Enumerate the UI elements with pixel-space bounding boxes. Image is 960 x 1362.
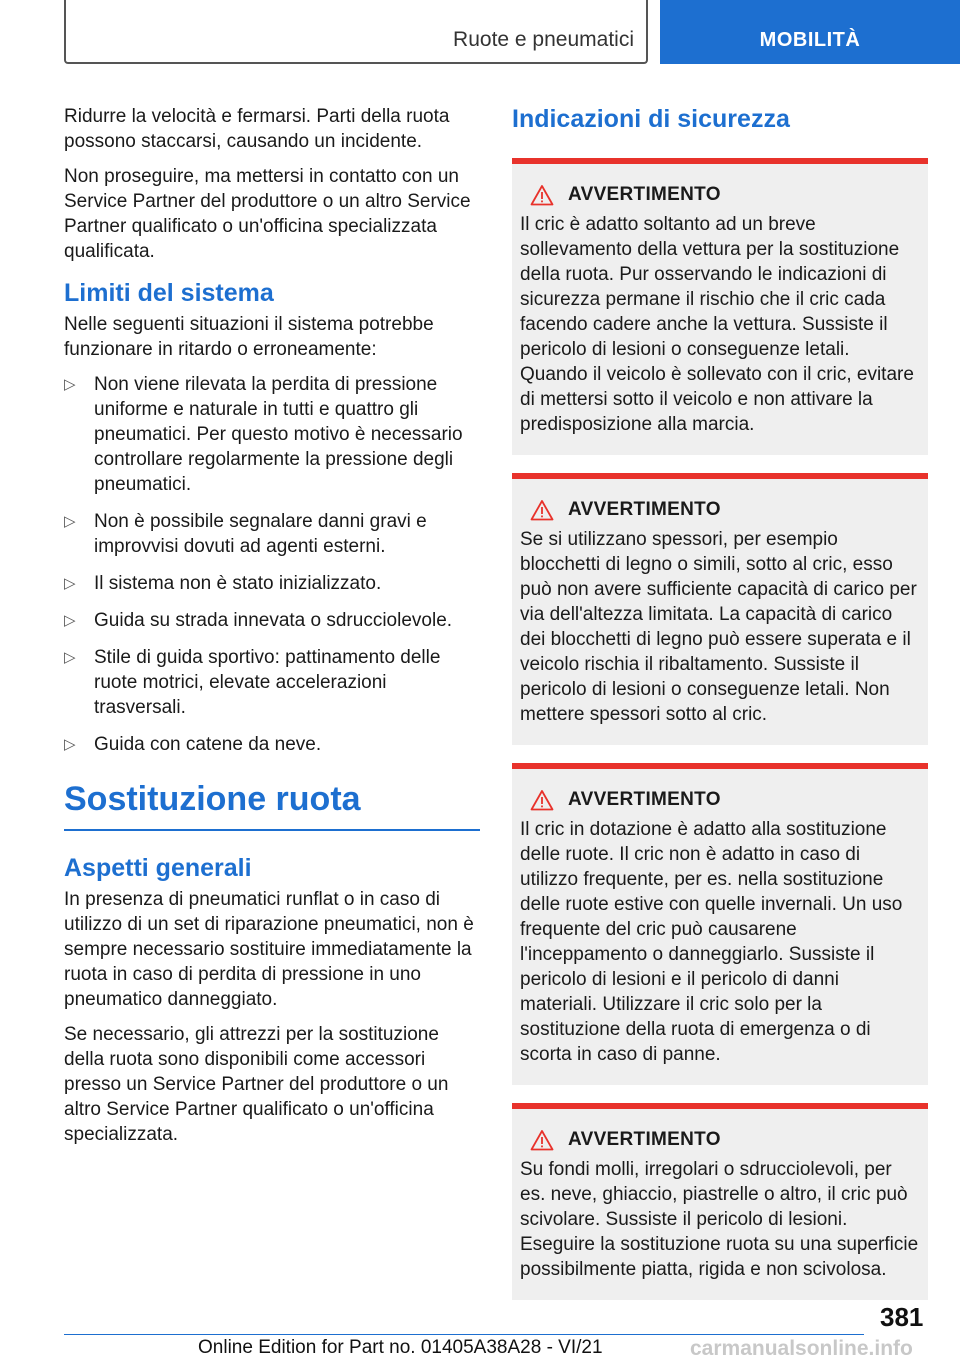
triangle-bullet-icon: ▷ (64, 736, 76, 753)
warning-triangle-icon (530, 499, 554, 521)
paragraph: Non proseguire, ma mettersi in contatto con un Service Partner del produttore o un altro Service Partner qualificato o un'officina specializzata qualificata. (64, 166, 471, 262)
list-item: ▷ Guida su strada innevata o sdrucciolevole. (64, 610, 453, 631)
warning-title: AVVERTIMENTO (568, 789, 721, 810)
limitations-list (64, 372, 480, 757)
warning-text: Su fondi molli, irregolari o sdrucciolevoli, per es. neve, ghiaccio, piastrelle o altro, il cric può scivolare. Sussiste il pericolo di lesioni. Eseguire la sostituzione ruota su una superficie possibilmente piatta, rigida e non scivolosa. (520, 1159, 919, 1280)
watermark: carmanualsonline.info (690, 1337, 913, 1360)
warning-box (512, 158, 928, 455)
footer-divider (64, 1334, 864, 1335)
warning-text: Il cric in dotazione è adatto alla sostituzione delle ruote. Il cric non è adatto in caso di utilizzo frequente, per es. nella sostituzione delle ruote estive con quelle invernali. Un uso frequente del cric può causarene l'inceppamento o danneggiarlo. Sussiste il pericolo di lesioni e il pericolo di danni materiali. Utilizzare il cric solo per la sostituzione della ruota di emergenza o di scorta in caso di panne. (520, 819, 903, 1065)
list-item: ▷ Non viene rilevata la perdita di pressione uniforme e naturale in tutti e quattro gli pneumatici. Per questo motivo è necessario controllare regolarmente la pressione degli pneumatici. (64, 374, 463, 495)
warning-title: AVVERTIMENTO (568, 184, 721, 205)
chapter-tab (660, 0, 960, 64)
heading-sostituzione: Sostituzione ruota (64, 777, 480, 831)
list-item: ▷ Stile di guida sportivo: pattinamento delle ruote motrici, elevate accelerazioni trasversali. (64, 647, 441, 718)
paragraph: Nelle seguenti situazioni il sistema potrebbe funzionare in ritardo o erroneamente: (64, 314, 434, 360)
triangle-bullet-icon: ▷ (64, 612, 76, 629)
edition-text: Online Edition for Part no. 01405A38A28 - VI/21 (198, 1337, 603, 1358)
page-number: 381 (880, 1302, 924, 1332)
section-title: Ruote e pneumatici (453, 28, 634, 51)
paragraph: Ridurre la velocità e fermarsi. Parti della ruota possono staccarsi, causando un incidente. (64, 106, 450, 152)
heading-sicurezza: Indicazioni di sicurezza (512, 105, 790, 133)
left-column (64, 104, 480, 1157)
heading-limiti: Limiti del sistema (64, 279, 274, 307)
warning-box (512, 763, 928, 1085)
paragraph: Se necessario, gli attrezzi per la sostituzione della ruota sono disponibili come accessori presso un Service Partner del produttore o un altro Service Partner qualificato o un'officina specializzata. (64, 1024, 449, 1145)
warning-triangle-icon (530, 184, 554, 206)
page-header (0, 0, 960, 66)
triangle-bullet-icon: ▷ (64, 513, 76, 530)
warning-text: Il cric è adatto soltanto ad un breve sollevamento della vettura per la sostituzione della ruota. Pur osservando le indicazioni di sicurezza permane il rischio che il cric cada facendo cadere anche la vettura. Sussiste il pericolo di lesioni o conseguenze letali. Quando il veicolo è sollevato con il cric, evitare di mettersi sotto il veicolo e non attivare la predisposizione alla marcia. (520, 214, 914, 435)
warning-box (512, 473, 928, 745)
paragraph: In presenza di pneumatici runflat o in caso di utilizzo di un set di riparazione pneumatici, non è sempre necessario sostituire immediatamente la ruota in caso di perdita di pressione in uno pneumatico danneggiato. (64, 889, 474, 1010)
triangle-bullet-icon: ▷ (64, 575, 76, 592)
warning-triangle-icon (530, 1129, 554, 1151)
triangle-bullet-icon: ▷ (64, 376, 76, 393)
warning-text: Se si utilizzano spessori, per esempio blocchetti di legno o simili, sotto al cric, esso può non avere sufficiente capacità di carico per via dell'altezza limitata. La capacità di carico dei blocchetti di legno può essere superata e il veicolo rischia il ribaltamento. Sussiste il pericolo di lesioni o conseguenze letali. Non mettere spessori sotto al cric. (520, 529, 917, 725)
triangle-bullet-icon: ▷ (64, 649, 76, 666)
list-item: ▷ Non è possibile segnalare danni gravi e improvvisi dovuti ad agenti esterni. (64, 511, 427, 557)
chapter-title: MOBILITÀ (759, 29, 861, 51)
warning-triangle-icon (530, 789, 554, 811)
heading-aspetti: Aspetti generali (64, 854, 252, 882)
section-tab (64, 0, 648, 64)
warning-title: AVVERTIMENTO (568, 1129, 721, 1150)
list-item: ▷ Guida con catene da neve. (64, 734, 322, 755)
right-column (512, 104, 928, 1318)
warning-title: AVVERTIMENTO (568, 499, 721, 520)
list-item: ▷ Il sistema non è stato inizializzato. (64, 573, 382, 594)
warning-box (512, 1103, 928, 1300)
